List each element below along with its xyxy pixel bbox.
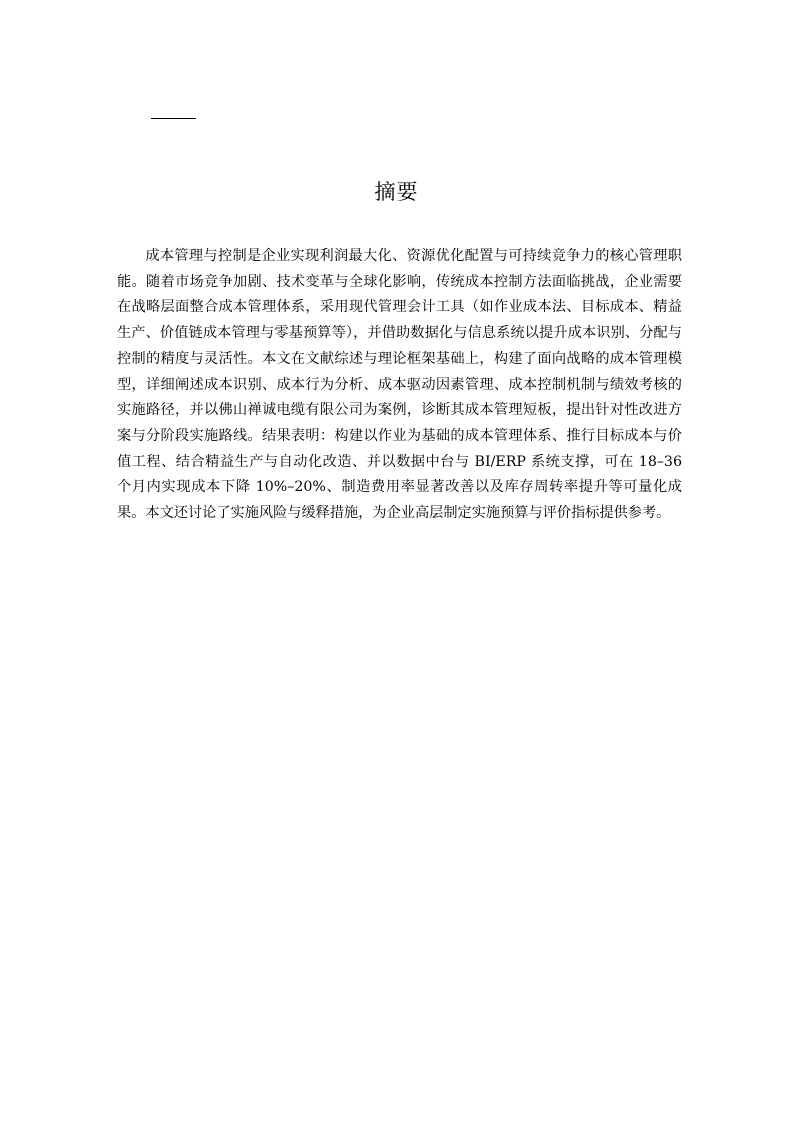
- header-rule: [151, 118, 196, 119]
- abstract-paragraph: 成本管理与控制是企业实现利润最大化、资源优化配置与可持续竞争力的核心管理职能。随着市场竞争加剧、技术变革与全球化影响，传统成本控制方法面临挑战，企业需要在战略层面整合成本管理体系，采用现代管理会计工具（如作业成本法、目标成本、精益生产、价值链成本管理与零基预算等），并借助数据化与信息系统以提升成本识别、分配与控制的精度与灵活性。本文在文献综述与理论框架基础上，构建了面向战略的成本管理模型，详细阐述成本识别、成本行为分析、成本驱动因素管理、成本控制机制与绩效考核的实施路径，并以佛山禅诚电缆有限公司为案例，诊断其成本管理短板，提出针对性改进方案与分阶段实施路线。结果表明：构建以作业为基础的成本管理体系、推行目标成本与价值工程、结合精益生产与自动化改造、并以数据中台与 BI/ERP 系统支撑，可在 18–36 个月内实现成本下降 10%–20%、制造费用率显著改善以及库存周转率提升等可量化成果。本文还讨论了实施风险与缓释措施，为企业高层制定实施预算与评价指标提供参考。: [117, 248, 682, 522]
- abstract-heading: 摘要: [374, 180, 419, 204]
